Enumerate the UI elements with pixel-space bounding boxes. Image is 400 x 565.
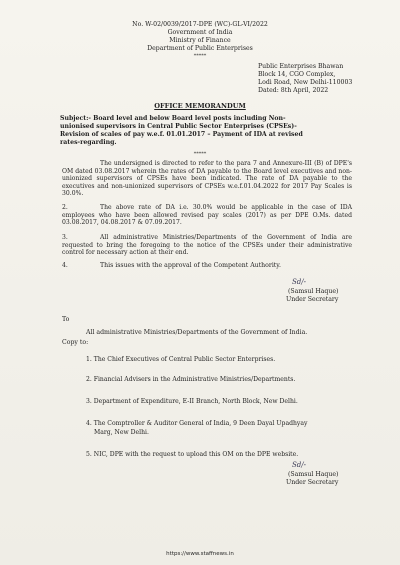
paragraph-3: All administrative Ministries/Departments of the Government of India are requested to bring the foregoing to the notice of the CPSEs under their administrative control for necessary action at their end.: [62, 234, 352, 256]
paragraph-4: This issues with the approval of the Competent Authority.: [100, 262, 281, 269]
copy-to-label: Copy to:: [62, 339, 89, 346]
paragraph-2-number: 2.: [62, 204, 68, 211]
copy-list-item-5: 5. NIC, DPE with the request to upload this OM on the DPE website.: [86, 451, 299, 458]
signatory-designation-1: Under Secretary: [286, 296, 339, 303]
paragraph-4-number: 4.: [62, 262, 68, 269]
address-line-3: Lodi Road, New Delhi-110003: [258, 79, 353, 86]
to-label: To: [62, 316, 70, 323]
department-line: Department of Public Enterprises: [147, 45, 253, 52]
ministry-line: Ministry of Finance: [169, 37, 231, 44]
header-separator: *****: [193, 53, 207, 59]
subject-separator: *****: [193, 151, 207, 157]
subject-line-4: rates-regarding.: [60, 139, 117, 146]
signatory-name-2: (Samsul Haque): [288, 471, 339, 478]
copy-list-item-1: 1. The Chief Executives of Central Public Sector Enterprises.: [86, 356, 276, 363]
document-title: OFFICE MEMORANDUM: [154, 102, 246, 110]
copy-list-item-4: 4. The Comptroller & Auditor General of India, 9 Deen Dayal Upadhyay: [86, 420, 308, 427]
date-line: Dated: 8th April, 2022: [258, 87, 329, 94]
signatory-name-1: (Samsul Haque): [288, 288, 339, 295]
government-line: Government of India: [167, 29, 233, 36]
copy-list-item-3: 3. Department of Expenditure, E-II Branch, North Block, New Delhi.: [86, 398, 298, 405]
signature-2: Sd/-: [292, 461, 306, 469]
paragraph-2: The above rate of DA i.e. 30.0% would be applicable in the case of IDA employees who have been allowed revised pay scales (2017) as per DPE O.Ms. dated 03.08.2017, 04.08.2017 & 07.09.2017.: [62, 204, 352, 226]
signatory-designation-2: Under Secretary: [286, 479, 339, 486]
subject-line-1: Subject:- Board level and below Board level posts including Non-: [60, 115, 286, 122]
footer-url[interactable]: https://www.staffnews.in: [166, 551, 234, 557]
subject-line-3: Revision of scales of pay w.e.f. 01.01.2017 – Payment of IDA at revised: [60, 131, 303, 138]
signature-1: Sd/-: [292, 278, 306, 286]
copy-list-item-2: 2. Financial Advisers in the Administrative Ministries/Departments.: [86, 376, 296, 383]
copy-list-item-4-cont: Marg, New Delhi.: [94, 429, 149, 436]
paragraph-3-number: 3.: [62, 234, 68, 241]
file-number: No. W-02/0039/2017-DPE (WC)-GL-VI/2022: [132, 21, 268, 28]
paragraph-1: The undersigned is directed to refer to the para 7 and Annexure-III (B) of DPE's OM dated 03.08.2017 wherein the rates of DA payable to the Board level executives and non-unionized supervisors of CPSEs have been indicated. The rate of DA payable to the executives and non-unionized supervisors of CPSEs w.e.f.01.04.2022 for 2017 Pay Scales is 30.0%.: [62, 160, 352, 197]
subject-line-2: unionised supervisors in Central Public Sector Enterprises (CPSEs)-: [60, 123, 297, 130]
address-line-2: Block 14, CGO Complex,: [258, 71, 336, 78]
to-recipients: All administrative Ministries/Departments of the Government of India.: [86, 329, 308, 336]
address-line-1: Public Enterprises Bhawan: [258, 63, 344, 70]
